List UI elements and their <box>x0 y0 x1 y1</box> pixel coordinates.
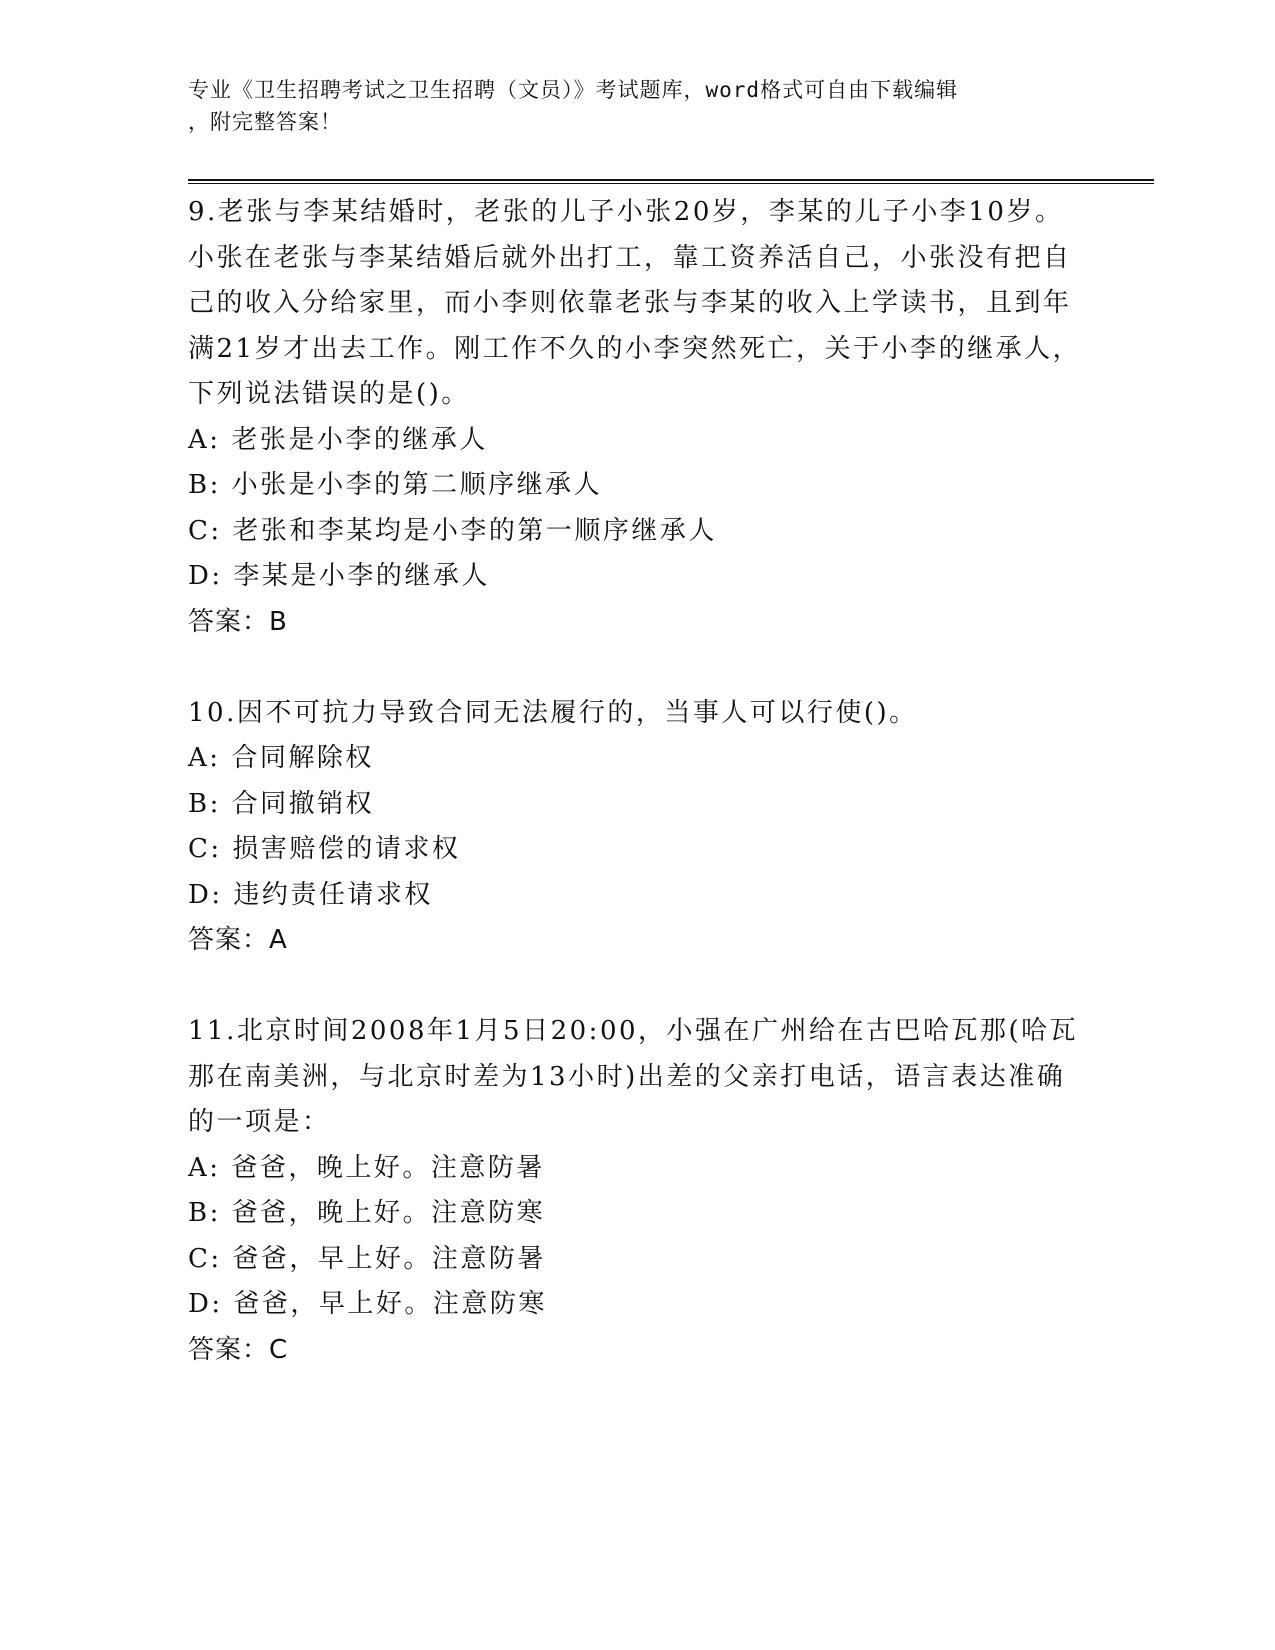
question-list <box>188 190 1088 1373</box>
option-text: 合同解除权 <box>231 743 374 773</box>
option-d <box>188 873 1088 919</box>
answer-line: 答案：C <box>188 1334 289 1365</box>
option-text: 损害赔偿的请求权 <box>232 834 461 864</box>
option-letter: C: <box>188 515 222 546</box>
option-letter: D: <box>188 561 223 591</box>
option-c <box>188 1237 1088 1283</box>
option-letter: A: <box>188 743 221 773</box>
option-text: 爸爸，晚上好。注意防暑 <box>231 1152 545 1183</box>
header-divider-thick <box>188 179 1154 181</box>
option-letter: D: <box>188 879 223 910</box>
option-letter: B: <box>188 470 221 500</box>
question-11 <box>188 1009 1088 1373</box>
header-divider-thin <box>188 183 1154 184</box>
option-letter: B: <box>188 1198 221 1228</box>
question-stem: 11.北京时间2008年1月5日20:00，小强在广州给在古巴哈瓦那(哈瓦那在南美洲，与北京时差为13小时)出差的父亲打电话，语言表达准确的一项是： <box>188 1016 1079 1137</box>
option-b <box>188 1191 1088 1237</box>
option-a <box>188 1146 1088 1192</box>
option-letter: C: <box>188 834 222 864</box>
option-d <box>188 1282 1088 1328</box>
option-letter: C: <box>188 1243 222 1274</box>
option-text: 老张是小李的继承人 <box>231 424 488 455</box>
question-spacer <box>188 964 1088 1010</box>
question-9 <box>188 190 1088 645</box>
option-letter: A: <box>188 424 221 455</box>
question-stem: 10.因不可抗力导致合同无法履行的，当事人可以行使()。 <box>188 697 918 728</box>
option-text: 爸爸，晚上好。注意防寒 <box>231 1198 546 1228</box>
option-b <box>188 782 1088 828</box>
option-c <box>188 509 1088 555</box>
question-stem: 9.老张与李某结婚时，老张的儿子小张20岁，李某的儿子小李10岁。小张在老张与李某结婚后就外出打工，靠工资养活自己，小张没有把自己的收入分给家里，而小李则依靠老张与李某的收入上学读书，且到年满21岁才出去工作。刚工作不久的小李突然死亡，关于小李的继承人，下列说法错误的是()。 <box>188 197 1082 409</box>
option-text: 小张是小李的第二顺序继承人 <box>231 470 603 500</box>
option-b <box>188 463 1088 509</box>
header-line-2: ，附完整答案！ <box>188 110 342 134</box>
option-letter: D: <box>188 1289 223 1319</box>
option-text: 合同撤销权 <box>231 788 375 819</box>
question-spacer <box>188 645 1088 691</box>
option-letter: A: <box>188 1152 221 1183</box>
option-text: 违约责任请求权 <box>233 879 433 910</box>
answer-line: 答案：B <box>188 606 288 637</box>
header-line-1: 专业《卫生招聘考试之卫生招聘（文员）》考试题库，word格式可自由下载编辑 <box>188 78 959 102</box>
option-c <box>188 827 1088 873</box>
option-text: 老张和李某均是小李的第一顺序继承人 <box>232 515 717 546</box>
answer-line: 答案：A <box>188 925 288 955</box>
option-letter: B: <box>188 788 221 819</box>
option-d <box>188 554 1088 600</box>
option-text: 爸爸，早上好。注意防寒 <box>233 1289 547 1319</box>
option-a <box>188 736 1088 782</box>
document-header <box>188 74 1068 138</box>
question-10 <box>188 691 1088 964</box>
option-text: 爸爸，早上好。注意防暑 <box>232 1243 546 1274</box>
option-text: 李某是小李的继承人 <box>233 561 490 591</box>
option-a <box>188 418 1088 464</box>
